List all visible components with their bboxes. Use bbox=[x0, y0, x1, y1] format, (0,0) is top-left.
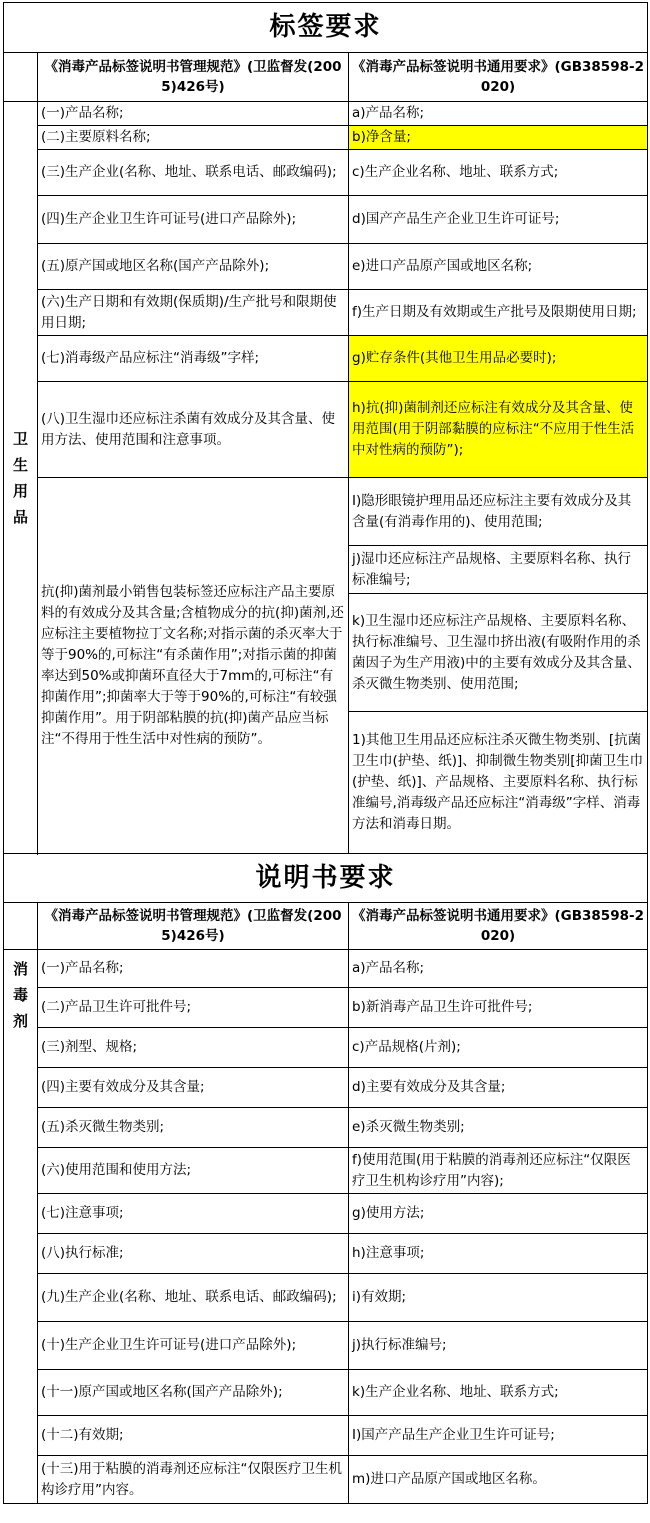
manual-right-item: k)生产企业名称、地址、联系方式; bbox=[349, 1370, 648, 1416]
manual-right-item: e)杀灭微生物类别; bbox=[349, 1108, 648, 1148]
requirements-table bbox=[3, 2, 648, 1504]
manual-left-item: (八)执行标准; bbox=[38, 1234, 349, 1274]
label-right-item-highlighted: b)净含量; bbox=[349, 126, 648, 150]
manual-left-item: (一)产品名称; bbox=[38, 950, 349, 988]
label-left-item: (八)卫生湿巾还应标注杀菌有效成分及其含量、使用方法、使用范围和注意事项。 bbox=[38, 382, 349, 478]
label-right-item: c)生产企业名称、地址、联系方式; bbox=[349, 150, 648, 196]
manual-left-item: (十一)原产国或地区名称(国产产品除外); bbox=[38, 1370, 349, 1416]
manual-right-item: d)主要有效成分及其含量; bbox=[349, 1068, 648, 1108]
manual-left-item: (二)产品卫生许可批件号; bbox=[38, 988, 349, 1028]
manual-right-item: j)执行标准编号; bbox=[349, 1322, 648, 1370]
manual-right-item: i)有效期; bbox=[349, 1274, 648, 1322]
label-right-item-highlighted: h)抗(抑)菌制剂还应标注有效成分及其含量、使用范围(用于阴部黏膜的应标注“不应用于性生活中对性病的预防”); bbox=[349, 382, 648, 478]
label-left-item: (三)生产企业(名称、地址、联系电话、邮政编码); bbox=[38, 150, 349, 196]
manual-right-item: c)产品规格(片剂); bbox=[349, 1028, 648, 1068]
header-spacer bbox=[4, 53, 38, 102]
manual-left-item: (六)使用范围和使用方法; bbox=[38, 1148, 349, 1194]
label-left-item: (七)消毒级产品应标注“消毒级”字样; bbox=[38, 336, 349, 382]
label-right-item: k)卫生湿巾还应标注产品规格、主要原料名称、执行标准编号、卫生湿巾挤出液(有吸附作用的杀菌因子为生产用液)中的主要有效成分及其含量、杀灭微生物类别、使用范围; bbox=[349, 594, 648, 712]
label-right-item-highlighted: g)贮存条件(其他卫生用品必要时); bbox=[349, 336, 648, 382]
label-right-item: a)产品名称; bbox=[349, 102, 648, 126]
label-left-item: (二)主要原料名称; bbox=[38, 126, 349, 150]
manual-section-title: 说明书要求 bbox=[4, 854, 648, 903]
label-section-title: 标签要求 bbox=[4, 3, 648, 53]
label-left-item-long: 抗(抑)菌剂最小销售包装标签还应标注产品主要原料的有效成分及其含量;含植物成分的抗(抑)菌剂,还应标注主要植物拉丁文名称;对指示菌的杀灭率大于等于90%的,可标注“有杀菌作用”;对指示菌的抑菌率达到50%或抑菌环直径大于7mm的,可标注“有抑菌作用”;抑菌率大于等于90%的,可标注“有较强抑菌作用”。用于阴部粘膜的抗(抑)菌产品应当标注“不得用于性生活中对性病的预防”。 bbox=[38, 478, 349, 854]
manual-right-item: m)进口产品原产国或地区名称。 bbox=[349, 1456, 648, 1504]
label-right-item: 1)其他卫生用品还应标注杀灭微生物类别、[抗菌卫生巾(护垫、纸)]、抑制微生物类别[抑菌卫生巾(护垫、纸)]、产品规格、主要原料名称、执行标准编号,消毒级产品还应标注“消毒级”字样、消毒方法和消毒日期。 bbox=[349, 712, 648, 854]
label-left-item: (六)生产日期和有效期(保质期)/生产批号和限期使用日期; bbox=[38, 290, 349, 336]
manual-right-item: h)注意事项; bbox=[349, 1234, 648, 1274]
manual-right-item: I)国产产品生产企业卫生许可证号; bbox=[349, 1416, 648, 1456]
manual-left-item: (九)生产企业(名称、地址、联系电话、邮政编码); bbox=[38, 1274, 349, 1322]
label-right-item: d)国产产品生产企业卫生许可证号; bbox=[349, 196, 648, 244]
manual-left-header: 《消毒产品标签说明书管理规范》(卫监督发(2005)426号) bbox=[38, 903, 349, 950]
manual-left-item: (十)生产企业卫生许可证号(进口产品除外); bbox=[38, 1322, 349, 1370]
manual-left-item: (十三)用于粘膜的消毒剂还应标注“仅限医疗卫生机构诊疗用”内容。 bbox=[38, 1456, 349, 1504]
label-right-item: I)隐形眼镜护理用品还应标注主要有效成分及其含量(有消毒作用的)、使用范围; bbox=[349, 478, 648, 546]
label-left-header: 《消毒产品标签说明书管理规范》(卫监督发(2005)426号) bbox=[38, 53, 349, 102]
manual-left-item: (三)剂型、规格; bbox=[38, 1028, 349, 1068]
manual-right-item: g)使用方法; bbox=[349, 1194, 648, 1234]
manual-right-item: b)新消毒产品卫生许可批件号; bbox=[349, 988, 648, 1028]
label-side-label bbox=[4, 102, 38, 854]
side-label-text: 消毒剂 bbox=[12, 960, 28, 1030]
manual-right-header: 《消毒产品标签说明书通用要求》(GB38598-2020) bbox=[349, 903, 648, 950]
side-label-text: 卫生用品 bbox=[12, 429, 28, 526]
label-left-item: (四)生产企业卫生许可证号(进口产品除外); bbox=[38, 196, 349, 244]
manual-side-label bbox=[4, 950, 38, 1504]
manual-right-item: f)使用范围(用于粘膜的消毒剂还应标注“仅限医疗卫生机构诊疗用”内容); bbox=[349, 1148, 648, 1194]
label-left-item: (一)产品名称; bbox=[38, 102, 349, 126]
manual-left-item: (七)注意事项; bbox=[38, 1194, 349, 1234]
manual-right-item: a)产品名称; bbox=[349, 950, 648, 988]
manual-left-item: (四)主要有效成分及其含量; bbox=[38, 1068, 349, 1108]
manual-left-item: (十二)有效期; bbox=[38, 1416, 349, 1456]
label-right-item: j)湿巾还应标注产品规格、主要原料名称、执行标准编号; bbox=[349, 546, 648, 594]
label-right-header: 《消毒产品标签说明书通用要求》(GB38598-2020) bbox=[349, 53, 648, 102]
header-spacer bbox=[4, 903, 38, 950]
label-left-item: (五)原产国或地区名称(国产产品除外); bbox=[38, 244, 349, 290]
label-right-item: e)进口产品原产国或地区名称; bbox=[349, 244, 648, 290]
label-right-item: f)生产日期及有效期或生产批号及限期使用日期; bbox=[349, 290, 648, 336]
manual-left-item: (五)杀灭微生物类别; bbox=[38, 1108, 349, 1148]
page bbox=[3, 2, 647, 1504]
